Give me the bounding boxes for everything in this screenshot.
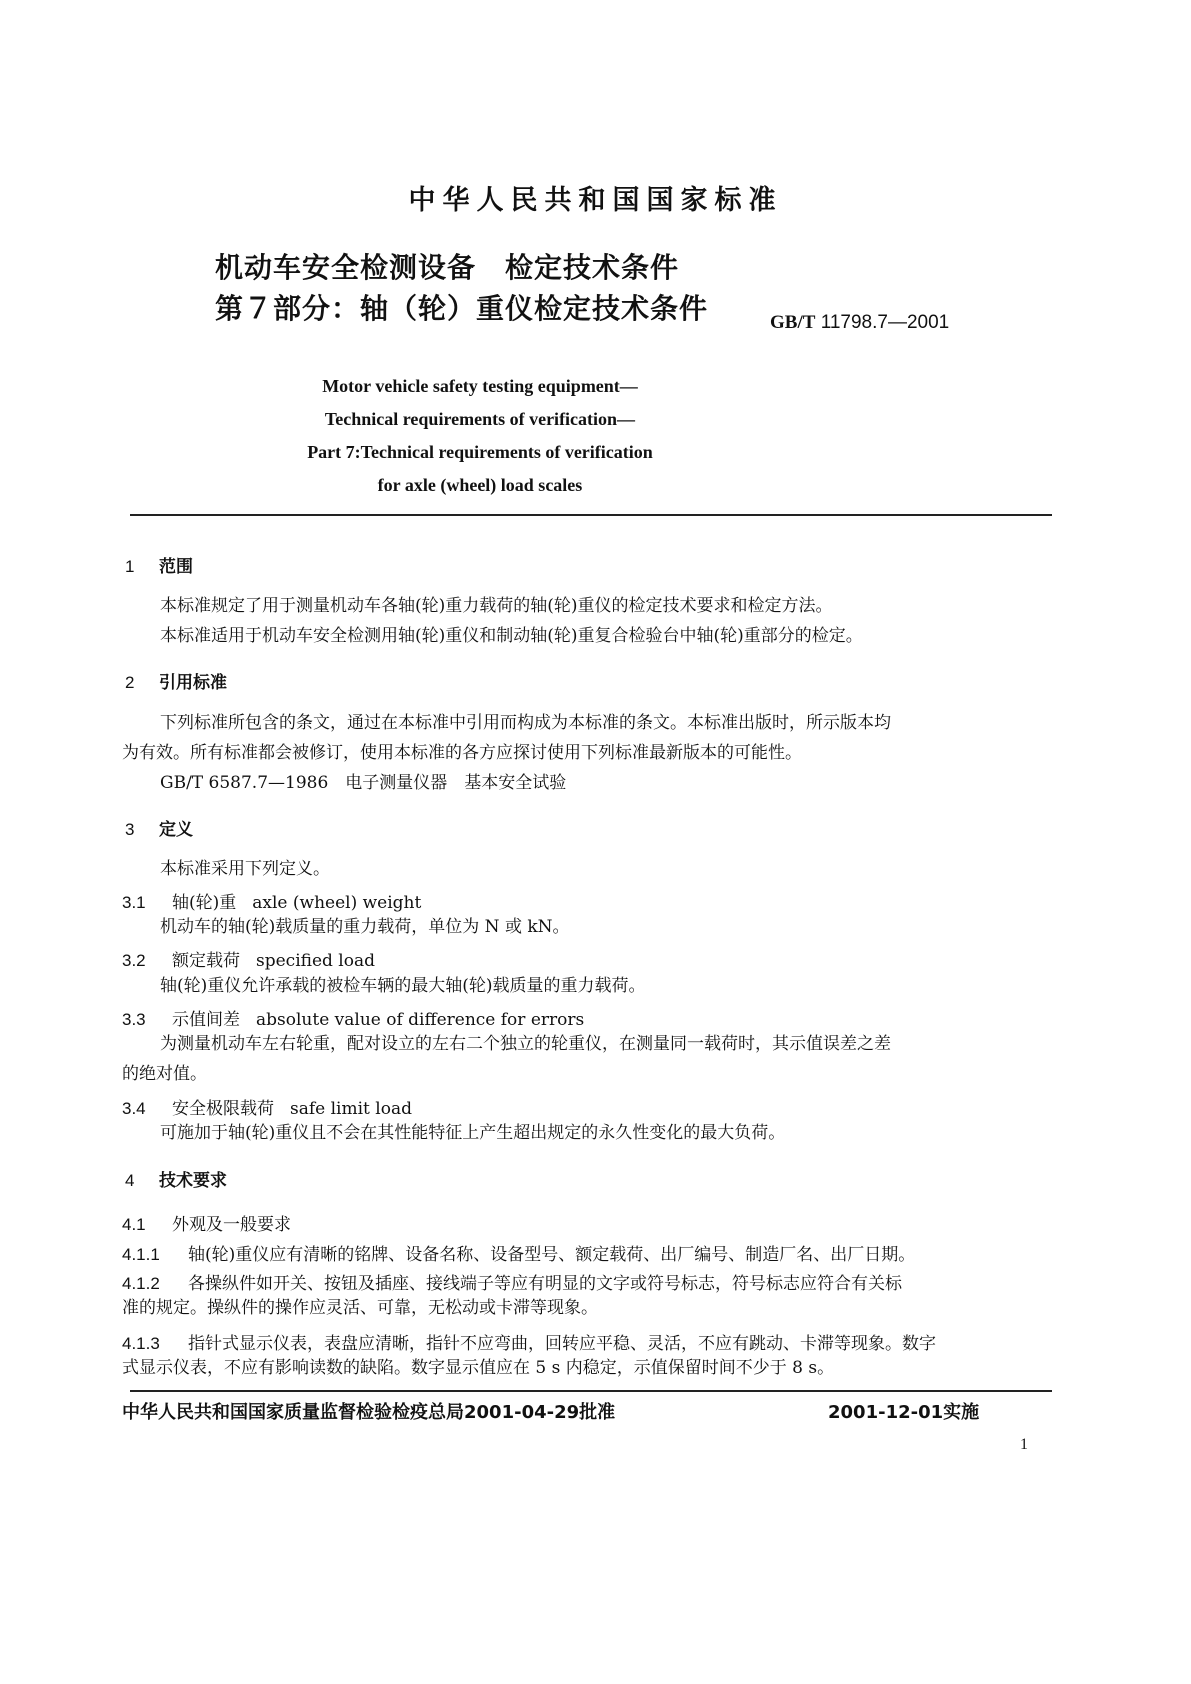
title-cn-line1: 机动车安全检测设备 检定技术条件 <box>215 251 680 284</box>
definition-3-4-en: safe limit load <box>290 1099 412 1119</box>
section-3-intro: 本标准采用下列定义。 <box>160 859 330 879</box>
section-4-heading <box>125 1166 227 1191</box>
section-1-para-1: 本标准规定了用于测量机动车各轴(轮)重力载荷的轴(轮)重仪的检定技术要求和检定方法。 <box>160 596 833 616</box>
definition-3-2-text: 轴(轮)重仪允许承载的被检车辆的最大轴(轮)载质量的重力载荷。 <box>160 976 646 996</box>
definition-3-1-number: 3.1 <box>122 893 146 912</box>
section-3-title: 定义 <box>159 820 193 840</box>
title-en <box>230 370 730 502</box>
definition-3-4-text: 可施加于轴(轮)重仪且不会在其性能特征上产生超出规定的永久性变化的最大负荷。 <box>160 1123 786 1143</box>
section-1-number: 1 <box>125 557 135 576</box>
section-2-para-line1: 下列标准所包含的条文，通过在本标准中引用而构成为本标准的条文。本标准出版时，所示版本均 <box>160 713 891 733</box>
definition-3-3-number: 3.3 <box>122 1010 146 1029</box>
clause-4-1-1 <box>122 1240 915 1265</box>
definition-3-4-number: 3.4 <box>122 1099 146 1118</box>
section-1-para-2: 本标准适用于机动车安全检测用轴(轮)重仪和制动轴(轮)重复合检验台中轴(轮)重部分的检定。 <box>160 626 863 646</box>
header-divider <box>130 514 1052 516</box>
clause-4-1-3-text-line2: 式显示仪表，不应有影响读数的缺陷。数字显示值应在 5 s 内稳定，示值保留时间不少于 8 s。 <box>122 1358 835 1378</box>
definition-3-1-en: axle (wheel) weight <box>252 893 422 913</box>
title-en-line4: for axle (wheel) load scales <box>377 475 583 495</box>
standard-code: 11798.7—2001 <box>820 312 950 333</box>
effective-date: 2001-12-01实施 <box>828 1402 980 1423</box>
definition-3-4-heading <box>122 1094 412 1119</box>
clause-4-1-2-text-line1: 各操纵件如开关、按钮及插座、接线端子等应有明显的文字或符号标志，符号标志应符合有关标 <box>188 1274 902 1294</box>
section-2-number: 2 <box>125 673 135 692</box>
standard-prefix: GB/T <box>770 312 816 333</box>
clause-4-1-1-text: 轴(轮)重仪应有清晰的铭牌、设备名称、设备型号、额定载荷、出厂编号、制造厂名、出厂日期。 <box>188 1245 916 1265</box>
clause-4-1-1-number: 4.1.1 <box>122 1245 160 1264</box>
title-cn-line2: 第７部分：轴（轮）重仪检定技术条件 <box>215 292 709 325</box>
section-2-title: 引用标准 <box>159 673 227 693</box>
section-1-heading <box>125 552 193 577</box>
section-4-1-number: 4.1 <box>122 1215 146 1234</box>
definition-3-3-en: absolute value of difference for errors <box>256 1010 585 1030</box>
definition-3-1-text: 机动车的轴(轮)载质量的重力载荷，单位为 N 或 kN。 <box>160 917 570 937</box>
definition-3-2-heading <box>122 946 375 971</box>
section-3-heading <box>125 815 193 840</box>
definition-3-3-text-line1: 为测量机动车左右轮重，配对设立的左右二个独立的轮重仪，在测量同一载荷时，其示值误差之差 <box>160 1034 891 1054</box>
definition-3-2-number: 3.2 <box>122 951 146 970</box>
section-4-1-heading <box>122 1210 291 1235</box>
section-3-number: 3 <box>125 820 135 839</box>
clause-4-1-2-text-line2: 准的规定。操纵件的操作应灵活、可靠，无松动或卡滞等现象。 <box>122 1298 598 1318</box>
section-2-para-line2: 为有效。所有标准都会被修订，使用本标准的各方应探讨使用下列标准最新版本的可能性。 <box>122 743 802 763</box>
clause-4-1-3 <box>122 1329 936 1354</box>
clause-4-1-3-number: 4.1.3 <box>122 1334 160 1353</box>
clause-4-1-2-number: 4.1.2 <box>122 1274 160 1293</box>
section-4-title: 技术要求 <box>159 1171 227 1191</box>
section-1-title: 范围 <box>159 557 193 577</box>
footer-divider <box>130 1390 1052 1392</box>
approval-line: 中华人民共和国国家质量监督检验检疫总局2001-04-29批准 <box>122 1402 616 1423</box>
section-2-heading <box>125 668 227 693</box>
definition-3-3-term: 示值间差 <box>172 1010 240 1030</box>
section-2-reference: GB/T 6587.7—1986 电子测量仪器 基本安全试验 <box>160 773 567 793</box>
definition-3-1-heading <box>122 888 421 913</box>
clause-4-1-3-text-line1: 指针式显示仪表，表盘应清晰，指针不应弯曲，回转应平稳、灵活，不应有跳动、卡滞等现象。数字 <box>188 1334 936 1354</box>
definition-3-1-term: 轴(轮)重 <box>172 893 237 913</box>
section-4-1-title: 外观及一般要求 <box>172 1215 291 1235</box>
national-standard-heading: 中华人民共和国国家标准 <box>408 185 783 216</box>
section-4-number: 4 <box>125 1171 135 1190</box>
clause-4-1-2 <box>122 1269 902 1294</box>
standard-number <box>770 312 949 334</box>
definition-3-4-term: 安全极限载荷 <box>172 1099 274 1119</box>
title-en-line3: Part 7:Technical requirements of verification <box>307 442 653 462</box>
definition-3-2-en: specified load <box>256 951 375 971</box>
definition-3-2-term: 额定载荷 <box>172 951 240 971</box>
title-en-line2: Technical requirements of verification— <box>324 409 636 429</box>
page-number: 1 <box>1020 1436 1028 1453</box>
definition-3-3-text-line2: 的绝对值。 <box>122 1064 207 1084</box>
title-en-line1: Motor vehicle safety testing equipment— <box>322 376 638 396</box>
definition-3-3-heading <box>122 1005 584 1030</box>
